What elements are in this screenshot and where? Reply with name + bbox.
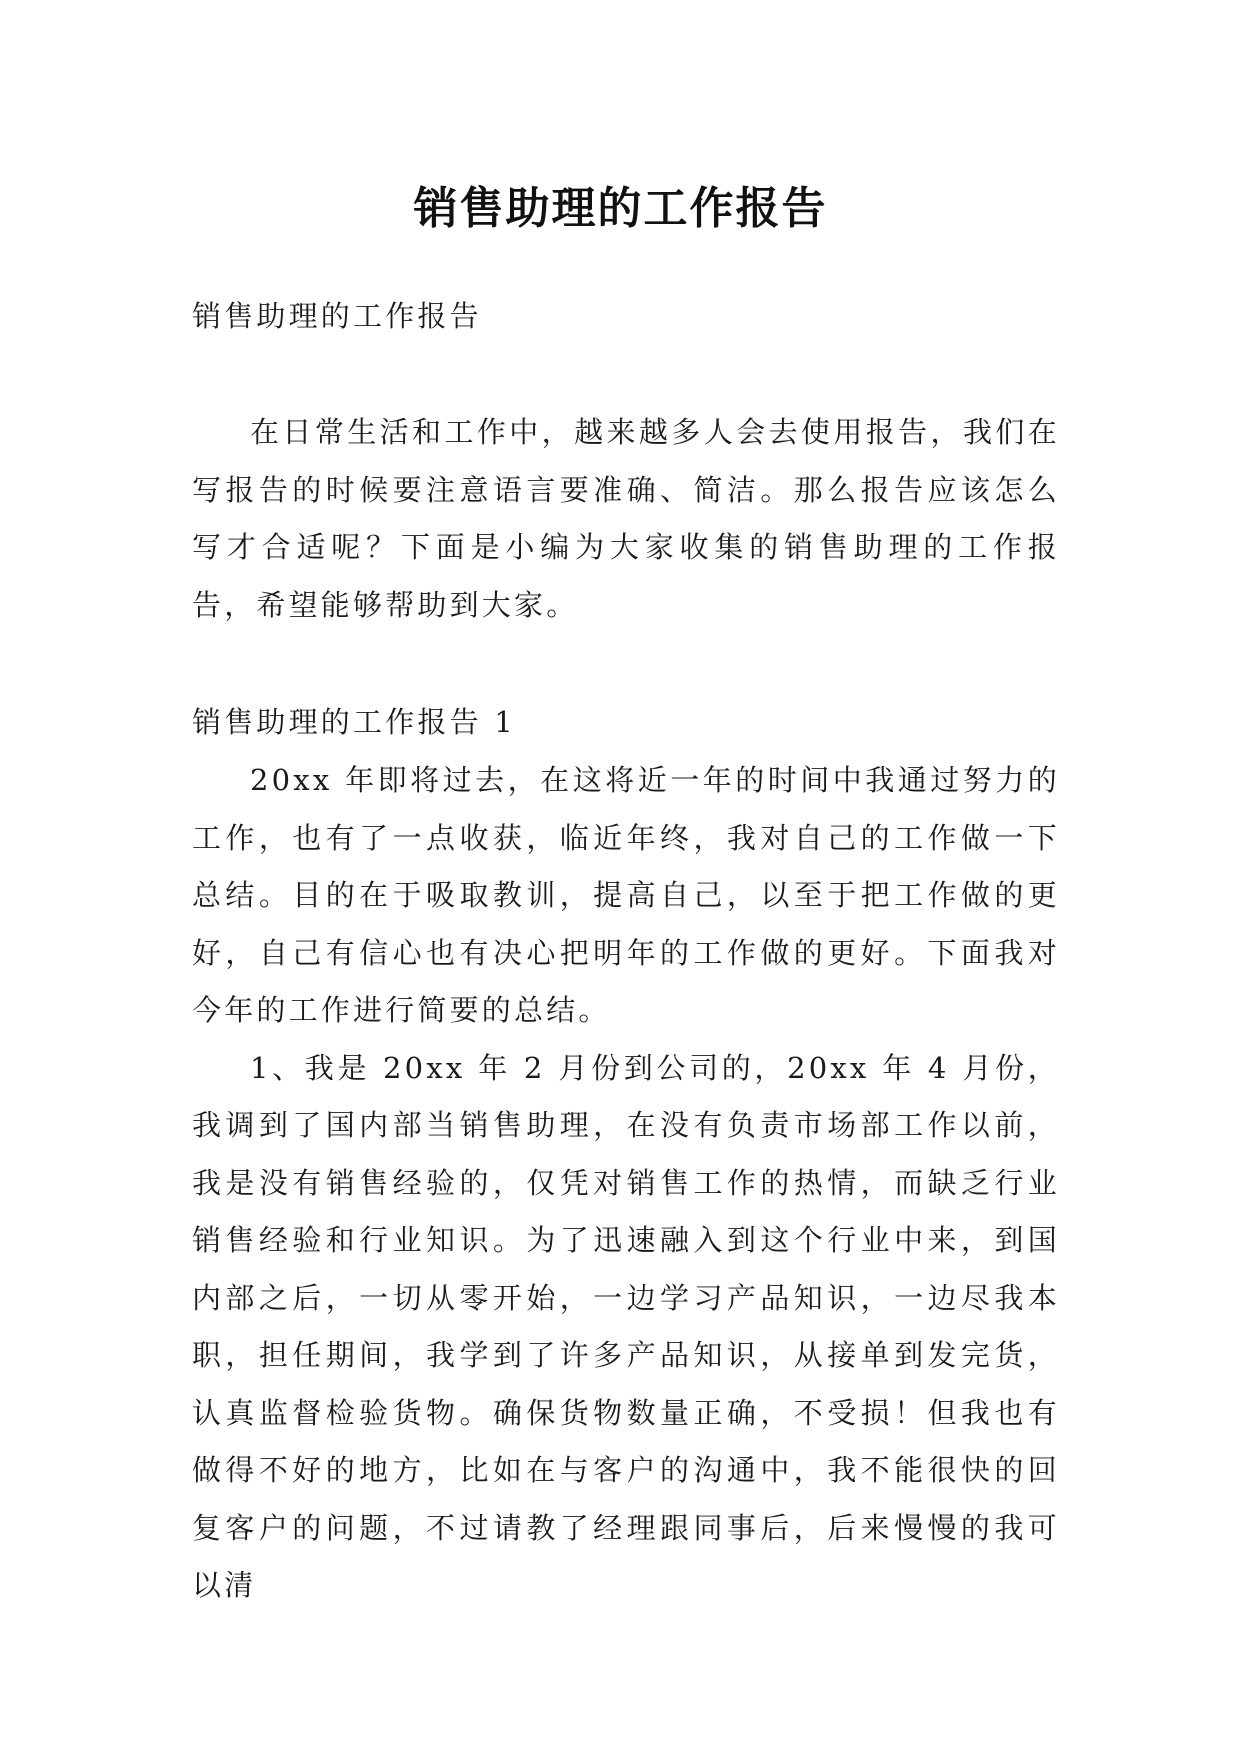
intro-paragraph: 在日常生活和工作中，越来越多人会去使用报告，我们在写报告的时候要注意语言要准确、简洁。那么报告应该怎么写才合适呢？下面是小编为大家收集的销售助理的工作报告，希望能够帮助到大家。 [192,415,1060,622]
section-heading: 销售助理的工作报告 1 [192,705,516,739]
document-subtitle: 销售助理的工作报告 [192,299,482,333]
section-body [192,752,1060,1615]
document-title: 销售助理的工作报告 [413,183,828,235]
body-paragraph: 20xx 年即将过去，在这将近一年的时间中我通过努力的工作，也有了一点收获，临近年终，我对自己的工作做一下总结。目的在于吸取教训，提高自己，以至于把工作做的更好，自己有信心也有决心把明年的工作做的更好。下面我对今年的工作进行简要的总结。 [192,763,1060,1027]
intro-section [192,404,1060,634]
body-paragraph: 1、我是 20xx 年 2 月份到公司的，20xx 年 4 月份，我调到了国内部当销售助理，在没有负责市场部工作以前，我是没有销售经验的，仅凭对销售工作的热情，而缺乏行业销售经验和行业知识。为了迅速融入到这个行业中来，到国内部之后，一切从零开始，一边学习产品知识，一边尽我本职，担任期间，我学到了许多产品知识，从接单到发完货，认真监督检验货物。确保货物数量正确，不受损！但我也有做得不好的地方，比如在与客户的沟通中，我不能很快的回复客户的问题，不过请教了经理跟同事后，后来慢慢的我可以清 [192,1050,1060,1602]
